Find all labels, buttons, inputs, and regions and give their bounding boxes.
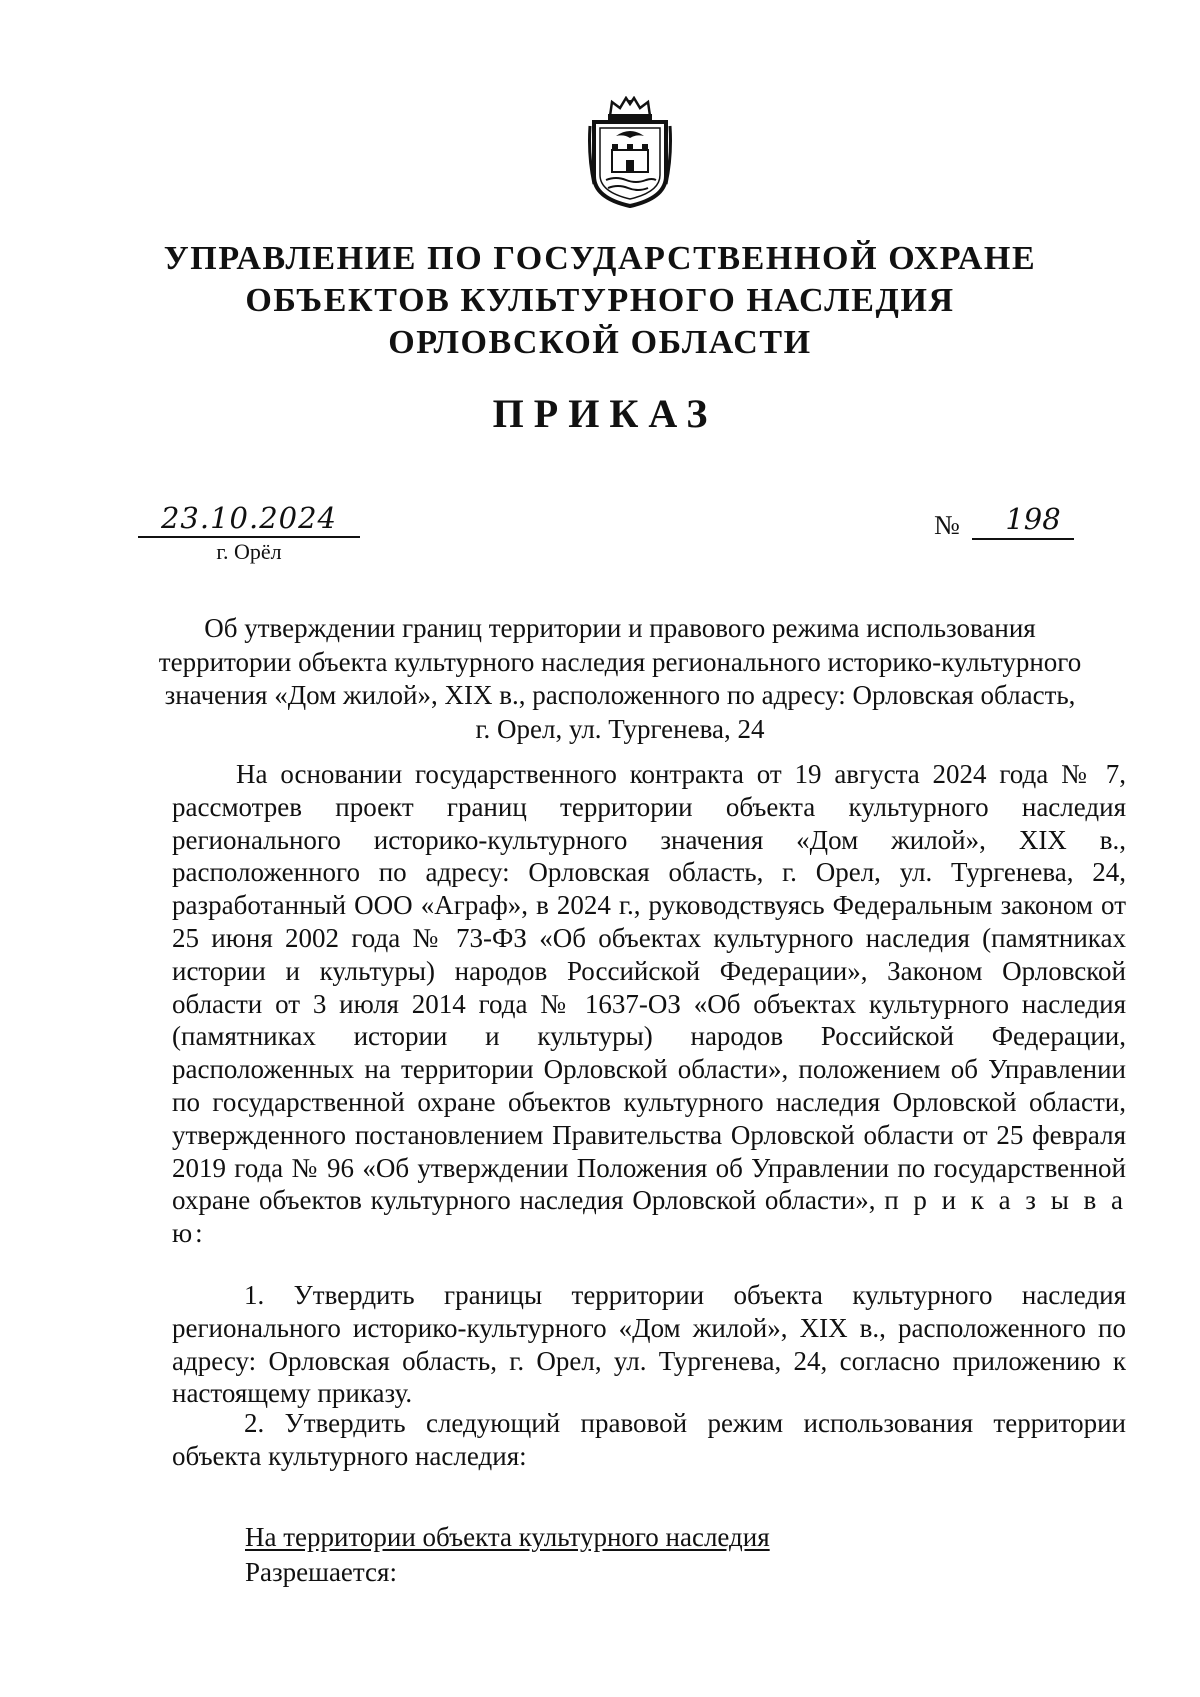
number-underline [972,538,1074,540]
order-item-2: 2. Утвердить следующий правовой режим использования территории объекта культурного наследия: [172,1408,1126,1471]
handwritten-date: 23.10.2024 [160,501,338,535]
city-label: г. Орёл [216,539,282,564]
subject-line3: значения «Дом жилой», XIX в., расположенного по адресу: Орловская область, [164,680,1076,710]
coat-of-arms-emblem [586,96,674,208]
subject-line2: территории объекта культурного наследия регионального историко-культурного [158,646,1082,677]
number-sign: № [934,510,960,540]
order-item-1: 1. Утвердить границы территории объекта культурного наследия регионального историко-культурного «Дом жилой», XIX в., расположенного по адресу: Орловская область, г. Орел, ул. Тургенева, 24, согласно приложению к настоящему приказу. [172,1280,1126,1409]
section-title: На территории объекта культурного наследия [245,1522,770,1552]
subject-line1: Об утверждении границ территории и правового режима использования [204,613,1036,643]
org-name-line1: УПРАВЛЕНИЕ ПО ГОСУДАРСТВЕННОЙ ОХРАНЕ [163,240,1037,277]
main-paragraph [172,758,1126,1250]
allowed-label: Разрешается: [245,1557,397,1587]
number-block [934,502,1074,544]
org-name-line2: ОБЪЕКТОВ КУЛЬТУРНОГО НАСЛЕДИЯ [245,282,955,319]
subject-line4: г. Орел, ул. Тургенева, 24 [475,713,765,744]
decree-word: п р и к а з ы в а ю: [172,1185,1127,1249]
organization-header [0,238,1200,364]
handwritten-number: 198 [1005,502,1061,536]
document-type-title: ПРИКАЗ [492,391,718,436]
org-name-line3: ОРЛОВСКОЙ ОБЛАСТИ [388,324,812,361]
date-block [138,500,360,570]
main-paragraph-text: На основании государственного контракта от 19 августа 2024 года № 7, рассмотрев проект границ территории объекта культурного наследия регионального историко-культурного значения «Дом жилой», XIX в., расположенного по адресу: Орловская область, г. Орел, ул. Тургенева, 24, разработанный ООО «Аграф», в 2024 г., руководствуясь Федеральным законом от 25 июня 2002 года № 73-ФЗ «Об объектах культурного наследия (памятниках истории и культуры) народов Российской Федерации», Законом Орловской области от 3 июля 2014 года № 1637-ОЗ «Об объектах культурного наследия (памятниках истории и культуры) народов Российской Федерации, расположенных на территории Орловской области», положением об Управлении по государственной охране объектов культурного наследия Орловской области, утвержденного постановлением Правительства Орловской области от 25 февраля 2019 года № 96 «Об утверждении Положения об Управлении по государственной охране объектов культурного наследия Орловской области», [172,759,1126,1216]
document-subject [150,612,1090,746]
